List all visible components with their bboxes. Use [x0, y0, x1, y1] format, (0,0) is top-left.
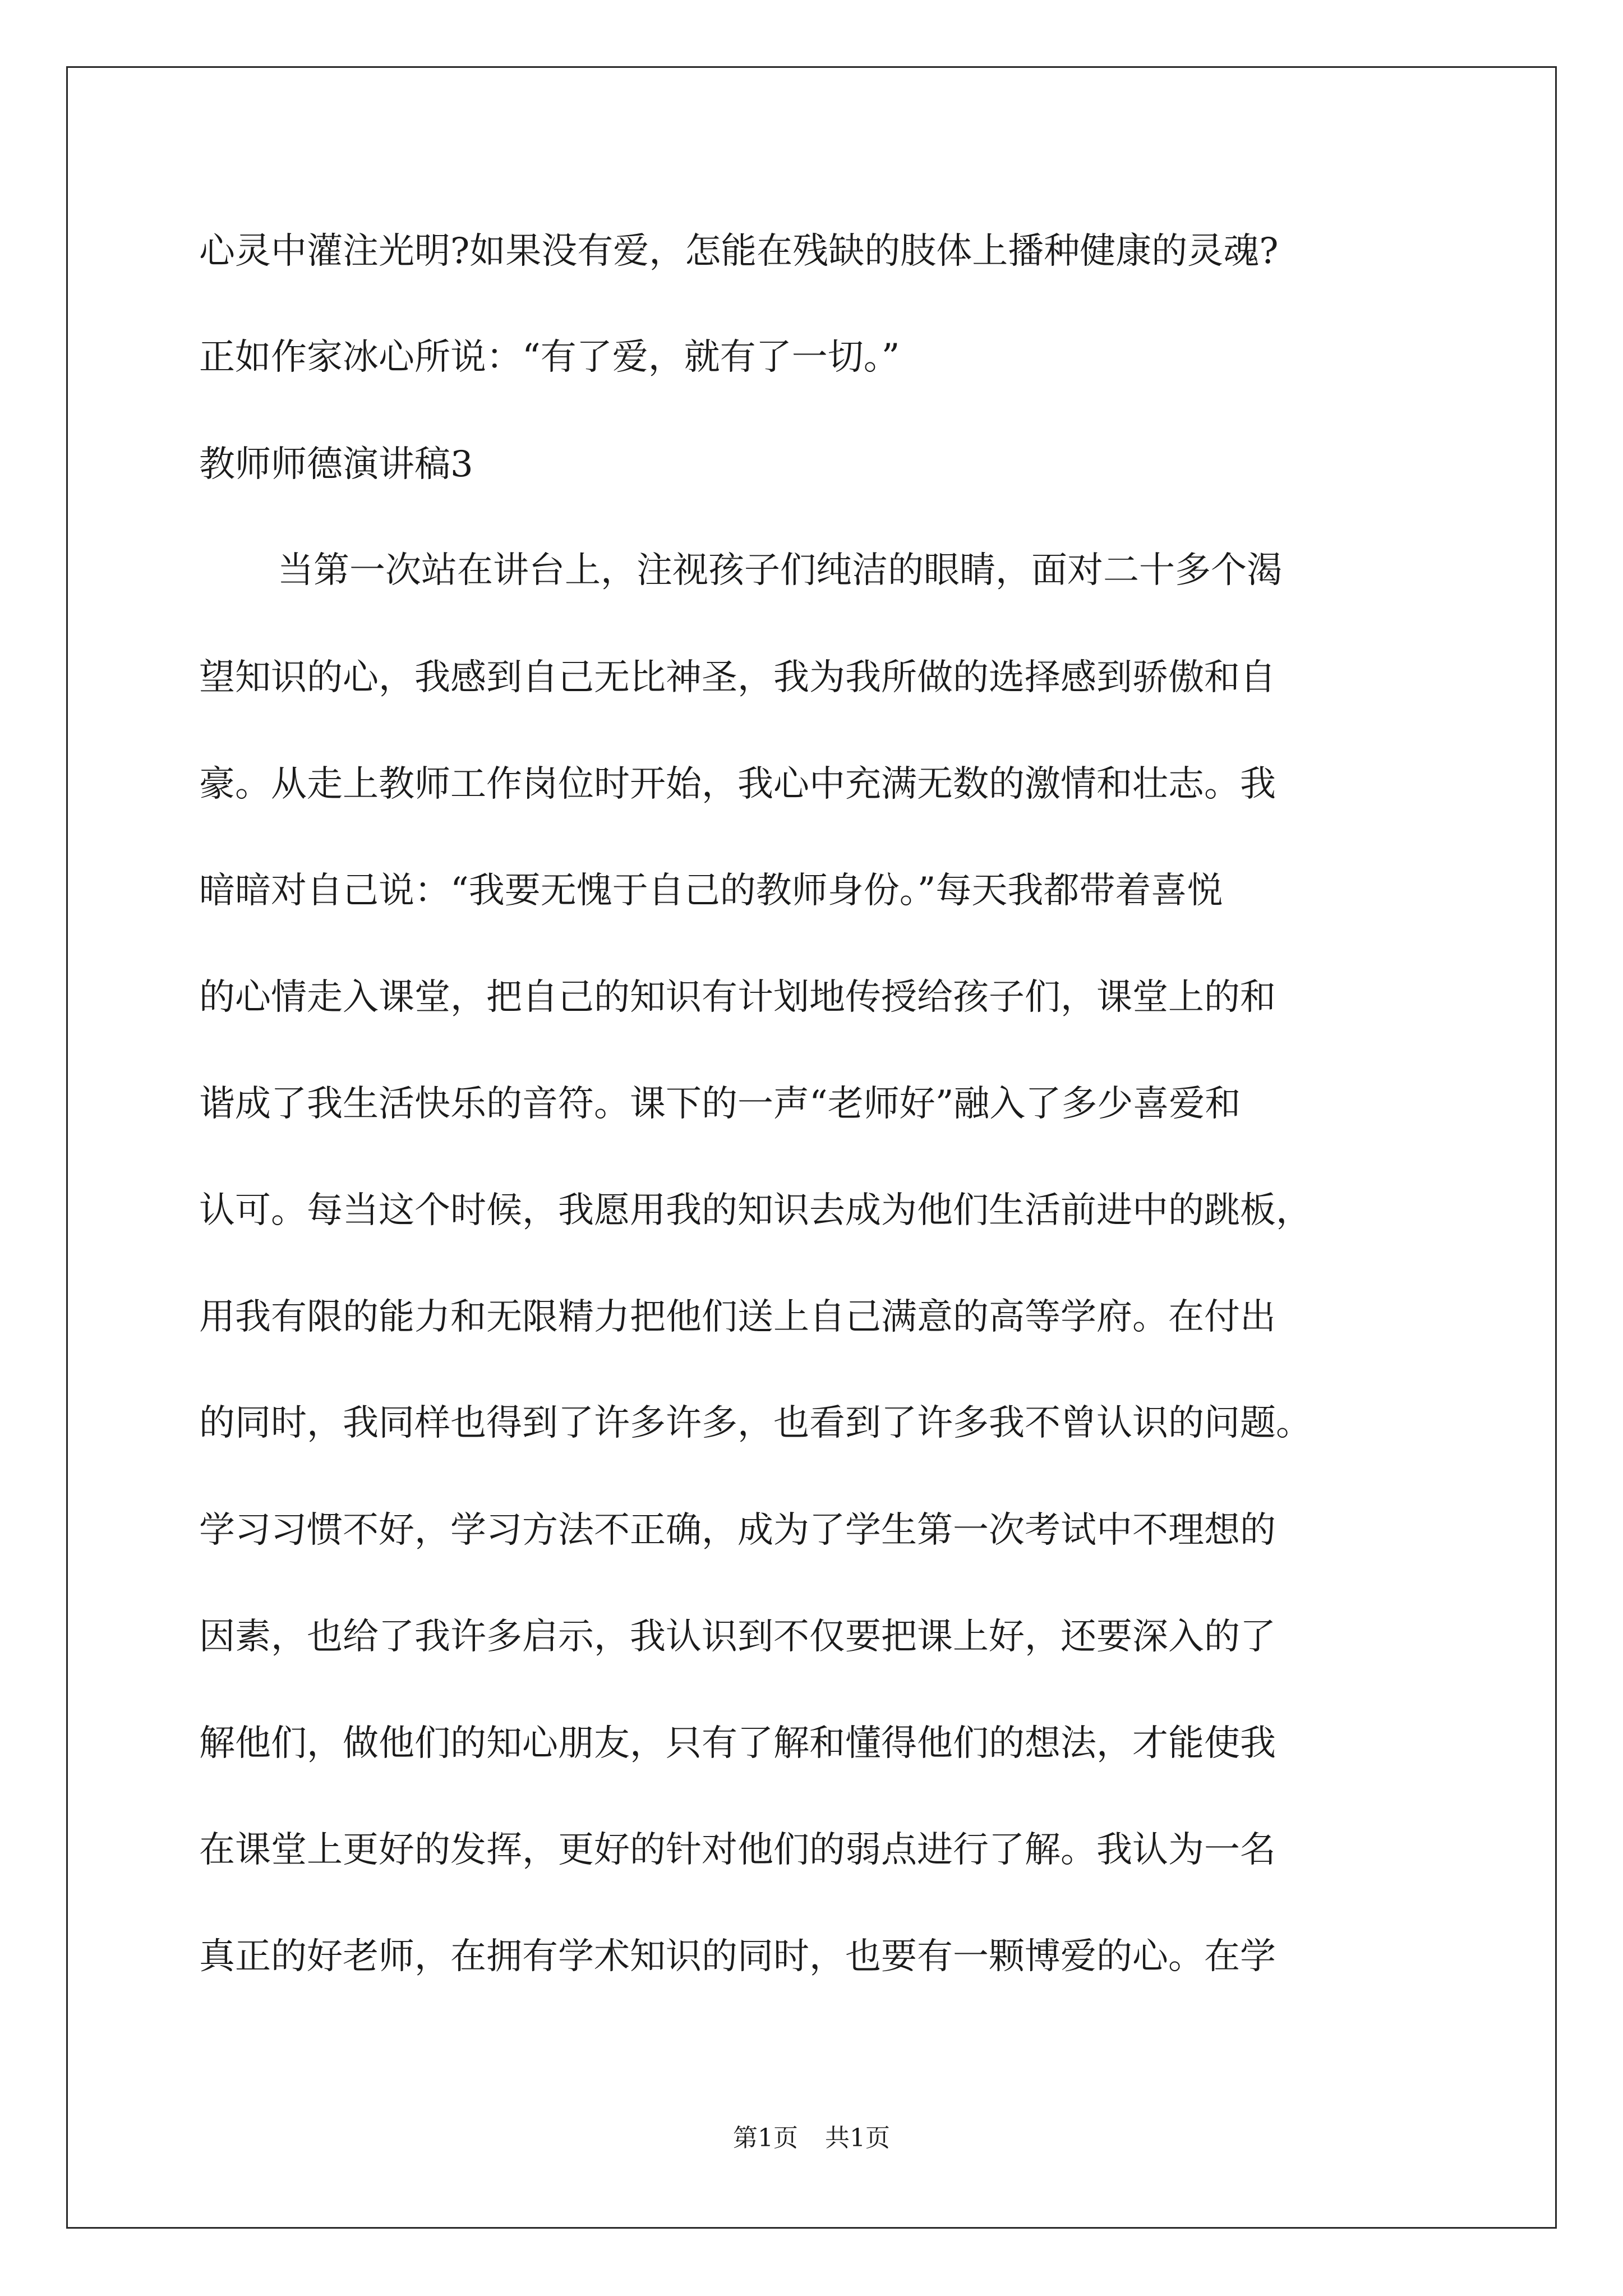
text-line-7: 暗暗对自己说：“我要无愧于自己的教师身份。”每天我都带着喜悦	[199, 870, 1223, 912]
text-line-4: 当第一次站在讲台上，注视孩子们纯洁的眼睛，面对二十多个渴	[278, 550, 1283, 591]
page-frame	[66, 66, 1557, 2229]
text-line-1: 心灵中灌注光明?如果没有爱，怎能在残缺的肢体上播种健康的灵魂?	[199, 231, 1279, 272]
page-footer	[0, 2126, 1623, 2151]
text-line-6: 豪。从走上教师工作岗位时开始，我心中充满无数的激情和壮志。我	[199, 763, 1276, 805]
text-line-8: 的心情走入课堂，把自己的知识有计划地传授给孩子们，课堂上的和	[199, 977, 1276, 1018]
text-line-14: 因素，也给了我许多启示，我认识到不仅要把课上好，还要深入的了	[199, 1616, 1276, 1658]
page-number: 第1页	[733, 2124, 798, 2152]
text-line-16: 在课堂上更好的发挥，更好的针对他们的弱点进行了解。我认为一名	[199, 1829, 1276, 1871]
text-line-11: 用我有限的能力和无限精力把他们送上自己满意的高等学府。在付出	[199, 1296, 1276, 1338]
text-line-10: 认可。每当这个时候，我愿用我的知识去成为他们生活前进中的跳板，	[199, 1190, 1312, 1231]
text-line-15: 解他们，做他们的知心朋友，只有了解和懂得他们的想法，才能使我	[199, 1723, 1276, 1764]
text-line-9: 谐成了我生活快乐的音符。课下的一声“老师好”融入了多少喜爱和	[199, 1083, 1241, 1125]
text-line-12: 的同时，我同样也得到了许多许多，也看到了许多我不曾认识的问题。	[199, 1402, 1312, 1444]
text-line-17: 真正的好老师，在拥有学术知识的同时，也要有一颗博爱的心。在学	[199, 1936, 1276, 1977]
text-line-5: 望知识的心，我感到自己无比神圣，我为我所做的选择感到骄傲和自	[199, 657, 1276, 698]
page-total: 共1页	[825, 2124, 890, 2152]
section-heading: 教师师德演讲稿3	[199, 444, 473, 485]
text-line-2: 正如作家冰心所说：“有了爱，就有了一切。”	[199, 337, 900, 378]
text-line-13: 学习习惯不好，学习方法不正确，成为了学生第一次考试中不理想的	[199, 1510, 1276, 1551]
